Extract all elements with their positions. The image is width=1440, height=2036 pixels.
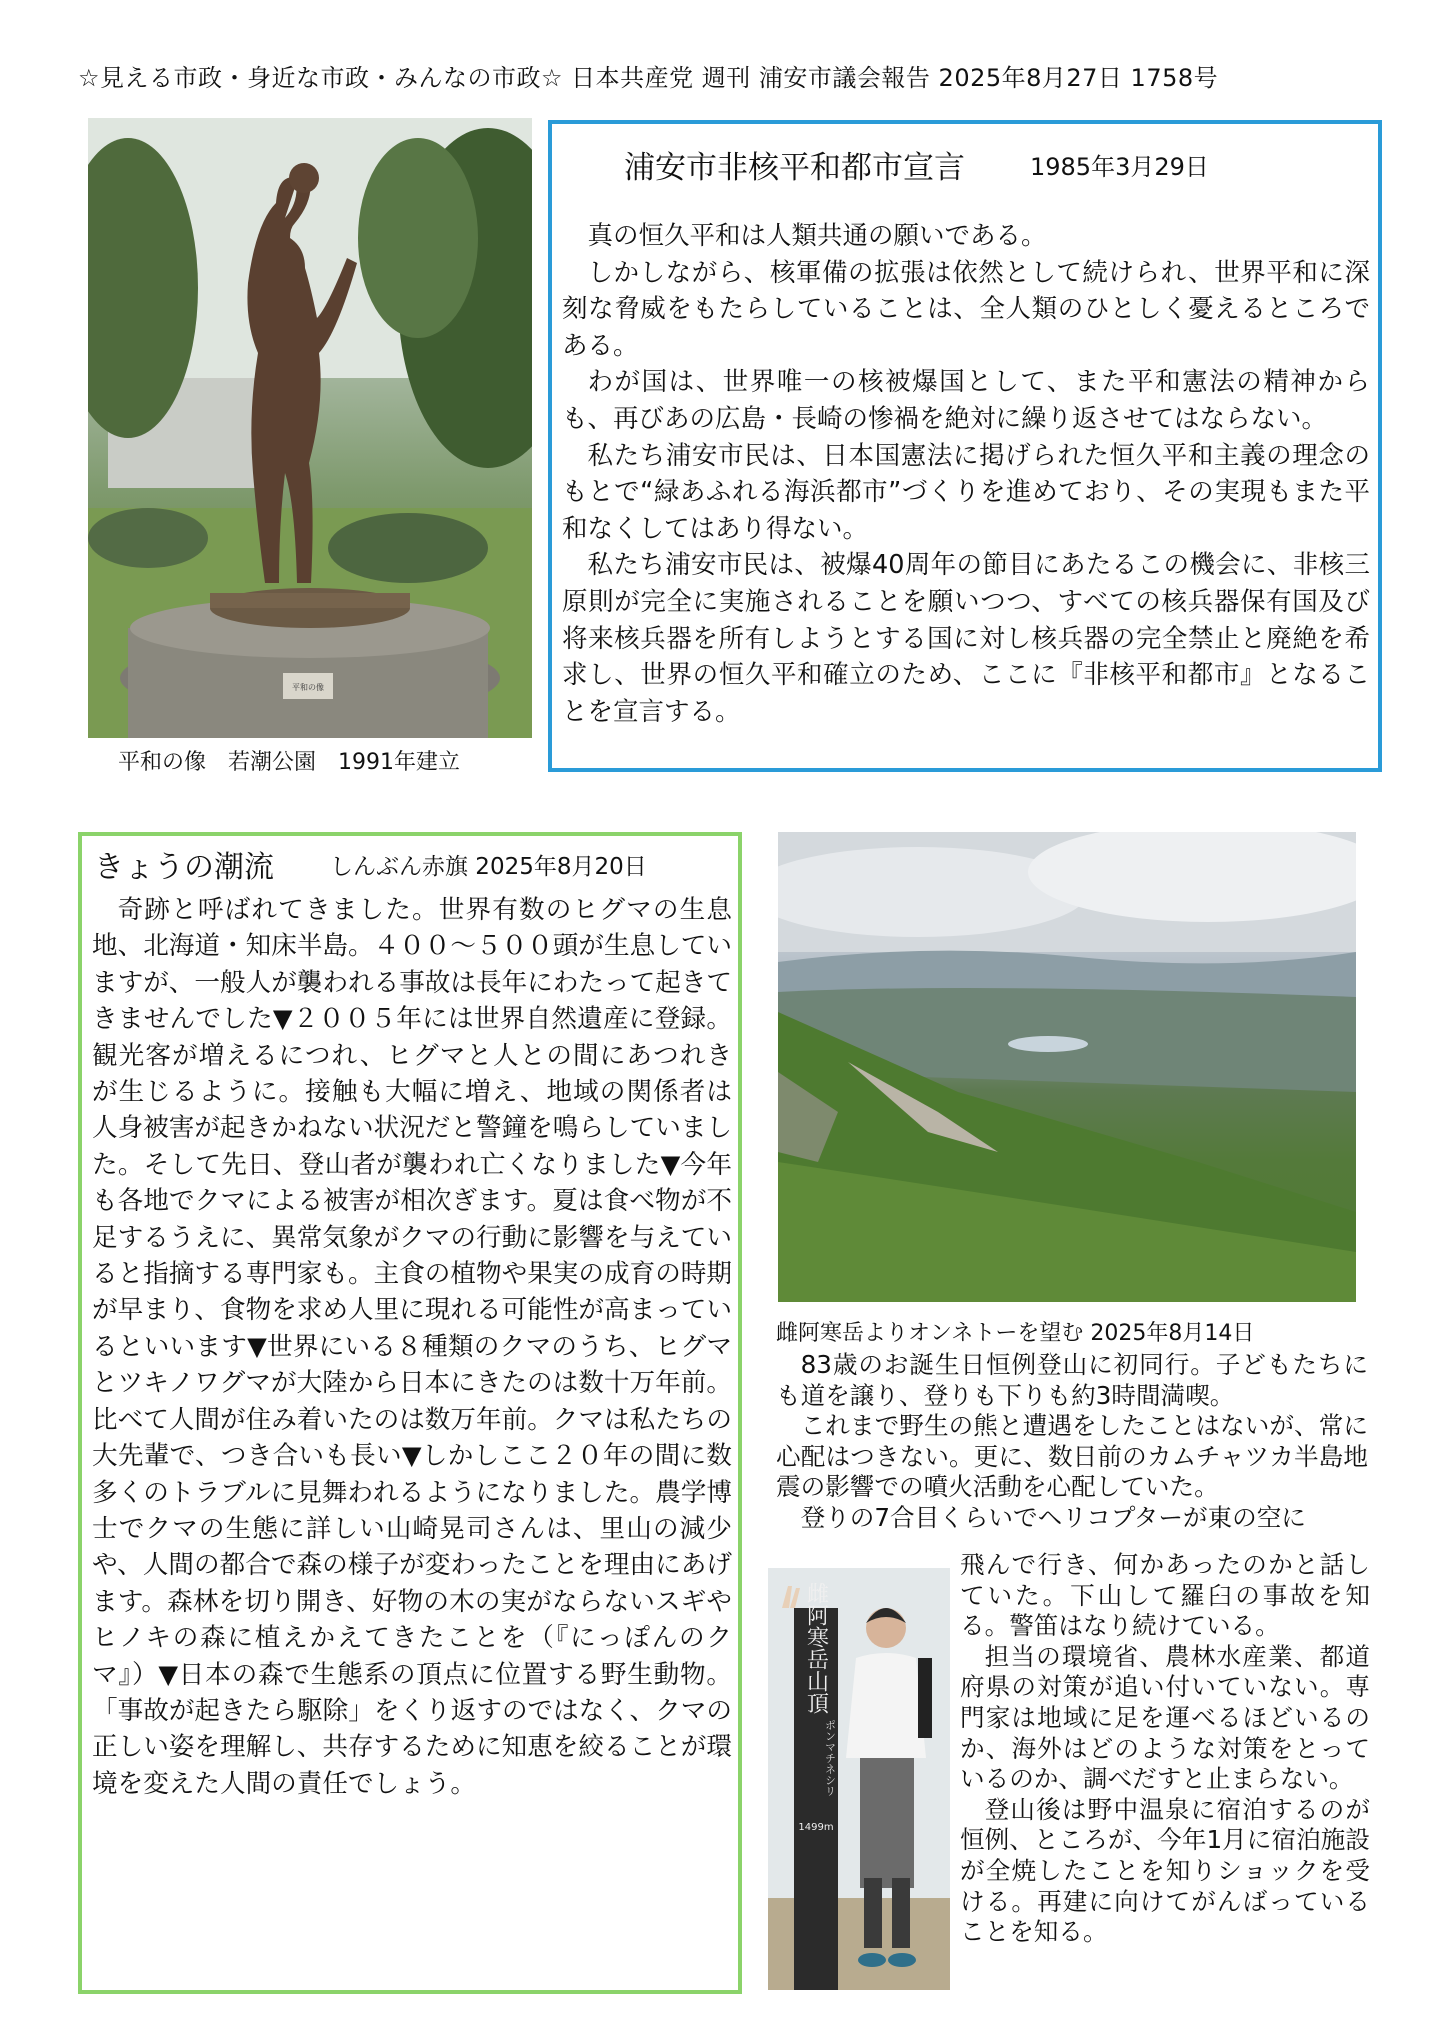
declaration-date: 1985年3月29日: [1030, 153, 1209, 181]
declaration-paragraph: 私たち浦安市民は、被爆40周年の節目にあたるこの機会に、非核三原則が完全に実施されることを願いつつ、すべての核兵器保有国及び将来核兵器を所有しようとする国に対し核兵器の完全禁止と廃絶を希求し、世界の恒久平和確立のため、ここに『非核平和都市』となることを宣言する。: [562, 550, 1370, 727]
plaque-text: 平和の像: [292, 683, 324, 692]
climb-paragraph: 担当の環境省、農林水産業、都道府県の対策が追い付いていない。専門家は地域に足を運べるほどいるのか、海外はどのような対策をとっているのか、調べだすと止まらない。: [960, 1641, 1370, 1794]
climb-paragraph: これまで野生の熊と遭遇をしたことはないが、常に心配はつきない。更に、数日前のカムチャツカ半島地震の影響での噴火活動を心配していた。: [776, 1411, 1368, 1502]
summit-photo: [768, 1568, 950, 1990]
mountain-illustration: [778, 832, 1356, 1302]
climb-paragraph: 登山後は野中温泉に宿泊するのが恒例、ところが、今年1月に宿泊施設が全焼したことを知りショックを受ける。再建に向けてがんばっていることを知る。: [960, 1794, 1370, 1947]
declaration-title: 浦安市非核平和都市宣言: [624, 150, 965, 186]
declaration-paragraph: 真の恒久平和は人類共通の願いである。: [587, 221, 1047, 251]
climb-paragraph: 登りの7合目くらいでヘリコプターが東の空に: [800, 1502, 1306, 1532]
mountain-caption: 雌阿寒岳よりオンネトーを望む 2025年8月14日: [776, 1321, 1255, 1346]
declaration-paragraph: わが国は、世界唯一の核被爆国として、また平和憲法の精神からも、再びあの広島・長崎の惨禍を絶対に繰り返させてはならない。: [562, 367, 1370, 434]
newsletter-header: ☆見える市政・身近な市政・みんなの市政☆ 日本共産党 週刊 浦安市議会報告 2025年8月27日 1758号: [78, 64, 1219, 92]
column-body: 奇跡と呼ばれてきました。世界有数のヒグマの生息地、北海道・知床半島。４００～５００頭が生息していますが、一般人が襲われる事故は長年にわたって起きてきませんでした▼２００５年には世界自然遺産に登録。観光客が増えるにつれ、ヒグマと人との間にあつれきが生じるように。接触も大幅に増え、地域の関係者は人身被害が起きかねない状況だと警鐘を鳴らしていました。そして先日、登山者が襲われ亡くなりました▼今年も各地でクマによる被害が相次ぎます。夏は食べ物が不足するうえに、異常気象がクマの行動に影響を与えていると指摘する専門家も。主食の植物や果実の成育の時期が早まり、食物を求め人里に現れる可能性が高まっているといいます▼世界にいる８種類のクマのうち、ヒグマとツキノワグマが大陸から日本にきたのは数十万年前。比べて人間が住み着いたのは数万年前。クマは私たちの大先輩で、つき合いも長い▼しかしここ２０年の間に数多くのトラブルに見舞われるようになりました。農学博士でクマの生態に詳しい山崎晃司さんは、里山の減少や、人間の都合で森の様子が変わったことを理由にあげます。森林を切り開き、好物の木の実がならないスギやヒノキの森に植えかえてきたことを（『にっぽんのクマ』）▼日本の森で生態系の頂点に位置する野生動物。「事故が起きたら駆除」をくり返すのではなく、クマの正しい姿を理解し、共存するために知恵を絞ることが環境を変えた人間の責任でしょう。: [92, 895, 732, 1799]
climb-report-top: [776, 1350, 1368, 1534]
statue-illustration: [88, 118, 532, 738]
climb-paragraph: 飛んで行き、何かあったのかと話していた。下山して羅臼の事故を知る。警笛はなり続けている。: [960, 1550, 1370, 1641]
signpost-elevation-text: 1499m: [798, 1822, 834, 1833]
declaration-text: [562, 218, 1370, 730]
statue-photo: [88, 118, 532, 738]
column-text: [92, 892, 732, 1802]
column-title: きょうの潮流: [94, 850, 274, 885]
column-source: しんぶん赤旗 2025年8月20日: [330, 854, 647, 880]
signpost-kana-text: ポンマチネシリ: [823, 1719, 837, 1797]
climb-paragraph: 83歳のお誕生日恒例登山に初同行。子どもたちにも道を譲り、登りも下りも約3時間満喫。: [776, 1350, 1368, 1410]
summit-illustration: [768, 1568, 950, 1990]
statue-caption: 平和の像 若潮公園 1991年建立: [118, 750, 460, 775]
climb-report-side: [960, 1550, 1370, 1948]
declaration-paragraph: 私たち浦安市民は、日本国憲法に掲げられた恒久平和主義の理念のもとで“緑あふれる海浜都市”づくりを進めており、その実現もまた平和なくしてはあり得ない。: [562, 440, 1370, 544]
declaration-paragraph: しかしながら、核軍備の拡張は依然として続けられ、世界平和に深刻な脅威をもたらしていることは、全人類のひとしく憂えるところである。: [562, 257, 1370, 361]
signpost-main-text: 雌阿寒岳山頂: [803, 1582, 829, 1714]
mountain-lake-photo: [778, 832, 1356, 1302]
